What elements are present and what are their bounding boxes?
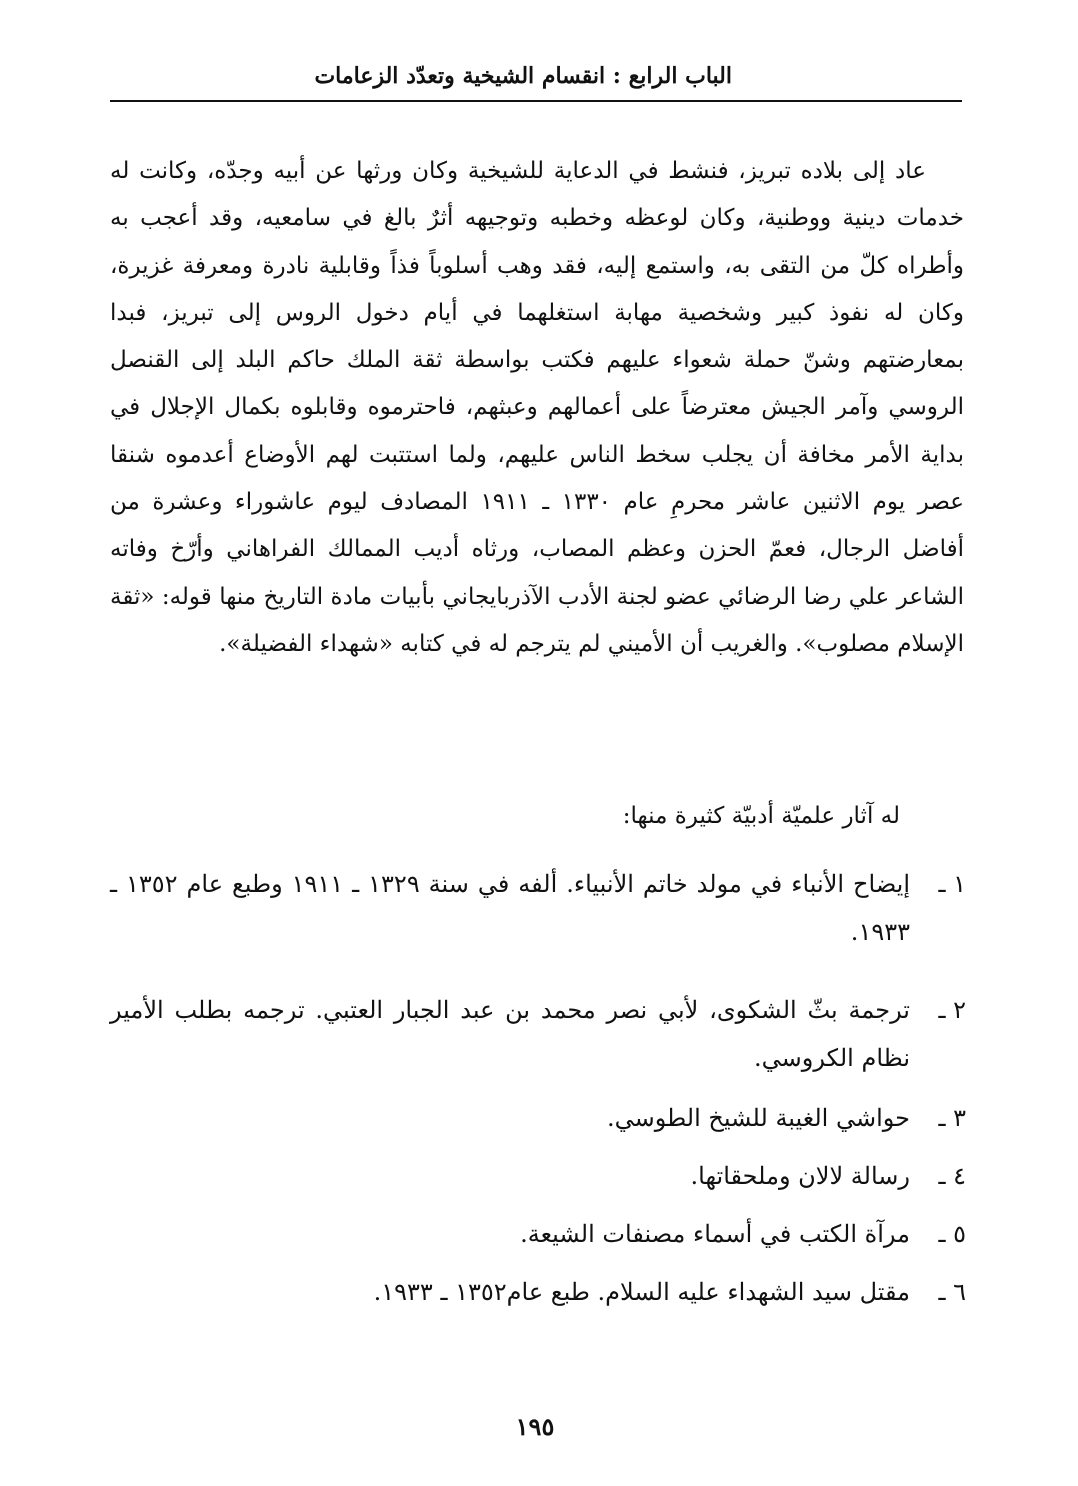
list-item — [110, 1094, 966, 1142]
list-item-number: ٦ ـ — [938, 1278, 966, 1306]
works-list — [110, 860, 966, 1326]
list-item-text: حواشي الغيبة للشيخ الطوسي. — [606, 1104, 910, 1132]
biography-paragraph: عاد إلى بلاده تبريز، فنشط في الدعاية للشيخية وكان ورثها عن أبيه وجدّه، وكانت له خدمات دينية ووطنية، وكان لوعظه وخطبه وتوجيهه أثرٌ بالغ في سامعيه، وقد أعجب به وأطراه كلّ من التقى به، واستمع إليه، فقد وهب أسلوباً فذاً وقابلية نادرة ومعرفة غزيرة، وكان له نفوذ كبير وشخصية مهابة استغلهما في أيام دخول الروس إلى تبريز، فبدا بمعارضتهم وشنّ حملة شعواء عليهم فكتب بواسطة ثقة الملك حاكم البلد إلى القنصل الروسي وآمر الجيش معترضاً على أعمالهم وعبثهم، فاحترموه وقابلوه بكمال الإجلال في بداية الأمر مخافة أن يجلب سخط الناس عليهم، ولما استتبت لهم الأوضاع أعدموه شنقا عصر يوم الاثنين عاشر محرمِ عام ١٣٣٠ ـ ١٩١١ المصادف ليوم عاشوراء وعشرة من أفاضل الرجال، فعمّ الحزن وعظم المصاب، ورثاه أديب الممالك الفراهاني وأرّخ وفاته الشاعر علي رضا الرضائي عضو لجنة الأدب الآذربايجاني بأبيات مادة التاريخ منها قوله: «ثقة الإسلام مصلوب». والغريب أن الأميني لم يترجم له في كتابه «شهداء الفضيلة». — [110, 158, 964, 657]
works-intro: له آثار علميّة أدبيّة كثيرة منها: — [622, 803, 900, 829]
main-paragraph — [110, 148, 964, 668]
list-item-number: ٢ ـ — [938, 996, 966, 1024]
list-item — [110, 1268, 966, 1316]
list-item-number: ١ ـ — [938, 870, 966, 898]
list-item — [110, 1210, 966, 1258]
list-item-text: ترجمة بثّ الشكوى، لأبي نصر محمد بن عبد الجبار العتبي. ترجمه بطلب الأمير نظام الكروسي. — [110, 996, 910, 1072]
list-item-text: رسالة لالان وملحقاتها. — [690, 1162, 910, 1190]
list-item-text: مقتل سيد الشهداء عليه السلام. طبع عام١٣٥٢ ـ ١٩٣٣. — [373, 1278, 910, 1306]
running-header: الباب الرابع : انقسام الشيخية وتعدّد الزعامات — [314, 63, 732, 89]
page-number: ١٩٥ — [515, 1412, 555, 1441]
list-item — [110, 860, 966, 956]
list-item-number: ٤ ـ — [938, 1162, 966, 1190]
header-rule — [110, 100, 962, 102]
list-item-number: ٥ ـ — [938, 1220, 966, 1248]
list-item-text: مرآة الكتب في أسماء مصنفات الشيعة. — [520, 1220, 910, 1248]
list-item-number: ٣ ـ — [938, 1104, 966, 1132]
list-item-text: إيضاح الأنباء في مولد خاتم الأنبياء. ألفه في سنة ١٣٢٩ ـ ١٩١١ وطبع عام ١٣٥٢ ـ ١٩٣٣. — [110, 870, 910, 946]
list-item — [110, 986, 966, 1082]
list-item — [110, 1152, 966, 1200]
